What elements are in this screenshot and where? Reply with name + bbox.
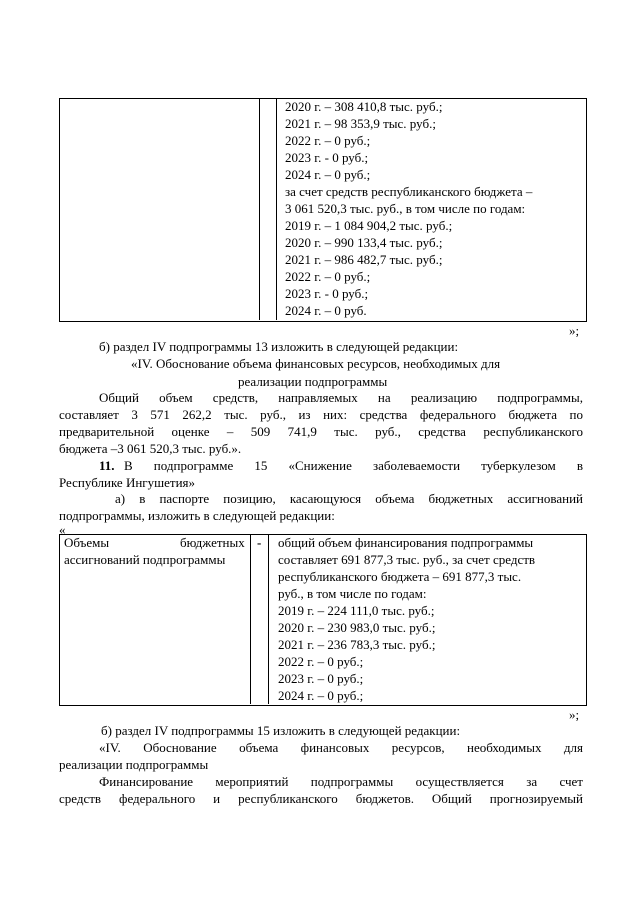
table-2-value-line: 2023 г. – 0 руб.;: [278, 671, 364, 686]
table-1-value-line: 2023 г. - 0 руб.;: [285, 150, 369, 165]
table-2-label-line-1-left: Объемы: [64, 535, 110, 550]
table-1-value-line: 2024 г. – 0 руб.;: [285, 167, 371, 182]
table-2-label-line-2: ассигнований подпрограммы: [64, 552, 226, 567]
table-2-value-line: 2022 г. – 0 руб.;: [278, 654, 364, 669]
table-2-divider-left: [250, 534, 251, 704]
table-1-closing-quote: »;: [569, 323, 580, 338]
table-2-value-line: руб., в том числе по годам:: [278, 586, 427, 601]
table-2-dash: -: [257, 535, 262, 550]
table-1-value-line: 2020 г. – 990 133,4 тыс. руб.;: [285, 235, 443, 250]
item-11-open-quote: «: [59, 522, 66, 537]
section-b13-intro: б) раздел IV подпрограммы 13 изложить в следующей редакции:: [99, 339, 459, 354]
item-11-a-line-2: подпрограммы, изложить в следующей редакции:: [59, 508, 335, 523]
table-2-value-line: 2024 г. – 0 руб.;: [278, 688, 364, 703]
section-b13-paragraph-line-1: Общий объем средств, направляемых на реализацию подпрограммы,: [99, 390, 583, 405]
table-1-divider-left: [259, 98, 260, 320]
section-b13-heading-line-2: реализации подпрограммы: [238, 374, 388, 389]
table-1-value-line: 2022 г. – 0 руб.;: [285, 133, 371, 148]
table-2-value-line: 2019 г. – 224 111,0 тыс. руб.;: [278, 603, 435, 618]
table-1-value-line: 2021 г. – 986 482,7 тыс. руб.;: [285, 252, 443, 267]
table-2-value-line: 2021 г. – 236 783,3 тыс. руб.;: [278, 637, 436, 652]
table-1-value-line: 2022 г. – 0 руб.;: [285, 269, 371, 284]
section-b15-paragraph-line-1: Финансирование мероприятий подпрограммы осуществляется за счет: [99, 774, 583, 789]
table-1-value-line: 2024 г. – 0 руб.: [285, 303, 367, 318]
item-11-number: 11.: [99, 458, 115, 473]
section-b15-heading-line-2: реализации подпрограммы: [59, 757, 209, 772]
item-11-a-line-1: а) в паспорте позицию, касающуюся объема бюджетных ассигнований: [115, 491, 583, 506]
table-1-value-line: за счет средств республиканского бюджета –: [285, 184, 533, 199]
section-b13-paragraph-line-2: составляет 3 571 262,2 тыс. руб., из них: средства федерального бюджета по: [59, 407, 583, 422]
table-2-closing-quote: »;: [569, 707, 580, 722]
table-1-value-line: 2021 г. – 98 353,9 тыс. руб.;: [285, 116, 436, 131]
table-2-value-line: составляет 691 877,3 тыс. руб., за счет средств: [278, 552, 536, 567]
table-1-value-line: 3 061 520,3 тыс. руб., в том числе по годам:: [285, 201, 526, 216]
section-b15-heading-line-1: «IV. Обоснование объема финансовых ресурсов, необходимых для: [99, 740, 583, 755]
table-2-value-line: республиканского бюджета – 691 877,3 тыс.: [278, 569, 522, 584]
table-1-divider-right: [276, 98, 277, 320]
table-1-value-line: 2019 г. – 1 084 904,2 тыс. руб.;: [285, 218, 453, 233]
item-11-line-2: Республике Ингушетия»: [59, 475, 196, 490]
section-b13-heading-line-1: «IV. Обоснование объема финансовых ресурсов, необходимых для: [131, 356, 501, 371]
table-1-value-line: 2020 г. – 308 410,8 тыс. руб.;: [285, 99, 443, 114]
table-2-value-line: общий объем финансирования подпрограммы: [278, 535, 534, 550]
table-2-label-line-1-right: бюджетных: [180, 535, 245, 550]
table-2-divider-right: [268, 534, 269, 704]
section-b13-paragraph-line-4: бюджета –3 061 520,3 тыс. руб.».: [59, 441, 242, 456]
item-11-line-1: В подпрограмме 15 «Снижение заболеваемости туберкулезом в: [124, 458, 583, 473]
section-b15-intro: б) раздел IV подпрограммы 15 изложить в следующей редакции:: [101, 723, 461, 738]
table-1-value-line: 2023 г. - 0 руб.;: [285, 286, 369, 301]
section-b13-paragraph-line-3: предварительной оценке – 509 741,9 тыс. руб., средства республиканского: [59, 424, 583, 439]
section-b15-paragraph-line-2: средств федерального и республиканского бюджетов. Общий прогнозируемый: [59, 791, 583, 806]
table-2-value-line: 2020 г. – 230 983,0 тыс. руб.;: [278, 620, 436, 635]
